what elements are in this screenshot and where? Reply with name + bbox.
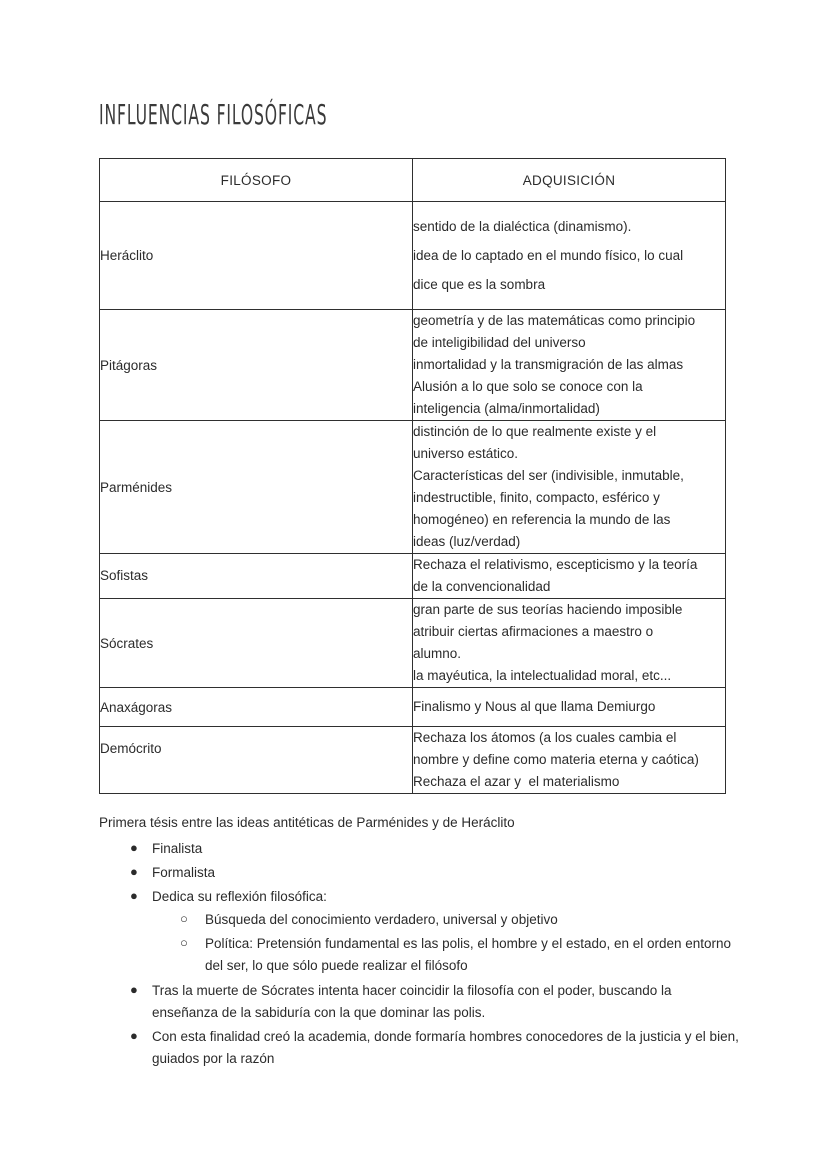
- column-header-acquisition: ADQUISICIÓN: [413, 159, 726, 202]
- acquisition-line: Características del ser (indivisible, inmutable,: [413, 468, 684, 483]
- bullet-marker-icon: ●: [130, 1028, 138, 1043]
- bullet-marker-icon: ●: [130, 888, 138, 903]
- influences-table-container: [99, 158, 725, 794]
- table-row: [100, 310, 726, 421]
- acquisition-line: indestructible, finito, compacto, esférico y: [413, 490, 660, 505]
- cell-philosopher-name: Sofistas: [100, 554, 413, 599]
- acquisition-line: la mayéutica, la intelectualidad moral, etc...: [413, 668, 672, 683]
- list-item: [99, 885, 739, 979]
- cell-acquisition: [413, 202, 726, 310]
- sub-bullet-marker-icon: ○: [180, 935, 188, 950]
- column-header-philosopher: FILÓSOFO: [100, 159, 413, 202]
- cell-acquisition: [413, 554, 726, 599]
- list-item: [99, 837, 739, 861]
- acquisition-line: atribuir ciertas afirmaciones a maestro o: [413, 624, 654, 639]
- table-row: [100, 688, 726, 727]
- cell-philosopher-name: Parménides: [100, 421, 413, 554]
- notes-intro-text: Primera tésis entre las ideas antitéticas de Parménides y de Heráclito: [99, 815, 515, 830]
- acquisition-line: homogéneo) en referencia la mundo de las: [413, 512, 671, 527]
- list-item: [152, 908, 739, 932]
- table-row: [100, 599, 726, 688]
- cell-acquisition: [413, 310, 726, 421]
- acquisition-line: gran parte de sus teorías haciendo imposible: [413, 602, 683, 617]
- list-item-label: Finalista: [152, 841, 203, 856]
- list-item-label: Política: Pretensión fundamental es las polis, el hombre y el estado, en el orden entorno del ser, lo que sólo puede realizar el filósofo: [205, 936, 732, 973]
- list-item-label: Búsqueda del conocimiento verdadero, universal y objetivo: [205, 912, 558, 927]
- table-row: [100, 202, 726, 310]
- list-item-label: Dedica su reflexión filosófica:: [152, 889, 327, 904]
- notes-section: [99, 812, 739, 1071]
- cell-acquisition: [413, 421, 726, 554]
- cell-acquisition: [413, 727, 726, 794]
- acquisition-line: Rechaza el azar y el materialismo: [413, 774, 620, 789]
- acquisition-line: dice que es la sombra: [413, 277, 546, 292]
- list-item-label: Formalista: [152, 865, 216, 880]
- acquisition-line: Rechaza el relativismo, escepticismo y la teoría: [413, 557, 698, 572]
- acquisition-line: de inteligibilidad del universo: [413, 335, 586, 350]
- acquisition-line: geometría y de las matemáticas como principio: [413, 313, 696, 328]
- acquisition-line: idea de lo captado en el mundo físico, lo cual: [413, 248, 684, 263]
- acquisition-line: inmortalidad y la transmigración de las almas: [413, 357, 684, 372]
- list-item: [152, 932, 739, 978]
- list-item: [99, 861, 739, 885]
- list-item-label: Tras la muerte de Sócrates intenta hacer coincidir la filosofía con el poder, buscando la enseñanza de la sabiduría con la que dominar las polis.: [152, 983, 672, 1020]
- influences-table: [99, 158, 726, 794]
- table-row: [100, 727, 726, 794]
- page-title: INFLUENCIAS FILOSÓFICAS: [99, 98, 328, 131]
- table-header: [100, 159, 726, 202]
- table-row: [100, 421, 726, 554]
- notes-bullet-list: [99, 837, 739, 1071]
- list-item: [99, 979, 739, 1025]
- list-item-label: Con esta finalidad creó la academia, donde formaría hombres conocedores de la justicia y el bien, guiados por la razón: [152, 1029, 739, 1066]
- acquisition-line: de la convencionalidad: [413, 579, 551, 594]
- sub-bullet-marker-icon: ○: [180, 911, 188, 926]
- notes-sub-bullet-list: [152, 908, 739, 978]
- table-header-row: [100, 159, 726, 202]
- acquisition-line: inteligencia (alma/inmortalidad): [413, 401, 600, 416]
- cell-philosopher-name: Sócrates: [100, 599, 413, 688]
- cell-philosopher-name: Anaxágoras: [100, 688, 413, 727]
- bullet-marker-icon: ●: [130, 864, 138, 879]
- cell-philosopher-name: Demócrito: [100, 727, 413, 794]
- acquisition-line: nombre y define como materia eterna y caótica): [413, 752, 699, 767]
- acquisition-line: universo estático.: [413, 446, 519, 461]
- acquisition-line: alumno.: [413, 646, 462, 661]
- acquisition-line: distinción de lo que realmente existe y el: [413, 424, 657, 439]
- cell-philosopher-name: Heráclito: [100, 202, 413, 310]
- table-row: [100, 554, 726, 599]
- acquisition-line: sentido de la dialéctica (dinamismo).: [413, 219, 632, 234]
- cell-acquisition: [413, 599, 726, 688]
- acquisition-line: ideas (luz/verdad): [413, 534, 521, 549]
- table-body: [100, 202, 726, 794]
- bullet-marker-icon: ●: [130, 840, 138, 855]
- bullet-marker-icon: ●: [130, 982, 138, 997]
- cell-philosopher-name: Pitágoras: [100, 310, 413, 421]
- acquisition-line: Finalismo y Nous al que llama Demiurgo: [413, 699, 656, 714]
- cell-acquisition: [413, 688, 726, 727]
- list-item: [99, 1025, 739, 1071]
- acquisition-line: Rechaza los átomos (a los cuales cambia el: [413, 730, 677, 745]
- acquisition-line: Alusión a lo que solo se conoce con la: [413, 379, 643, 394]
